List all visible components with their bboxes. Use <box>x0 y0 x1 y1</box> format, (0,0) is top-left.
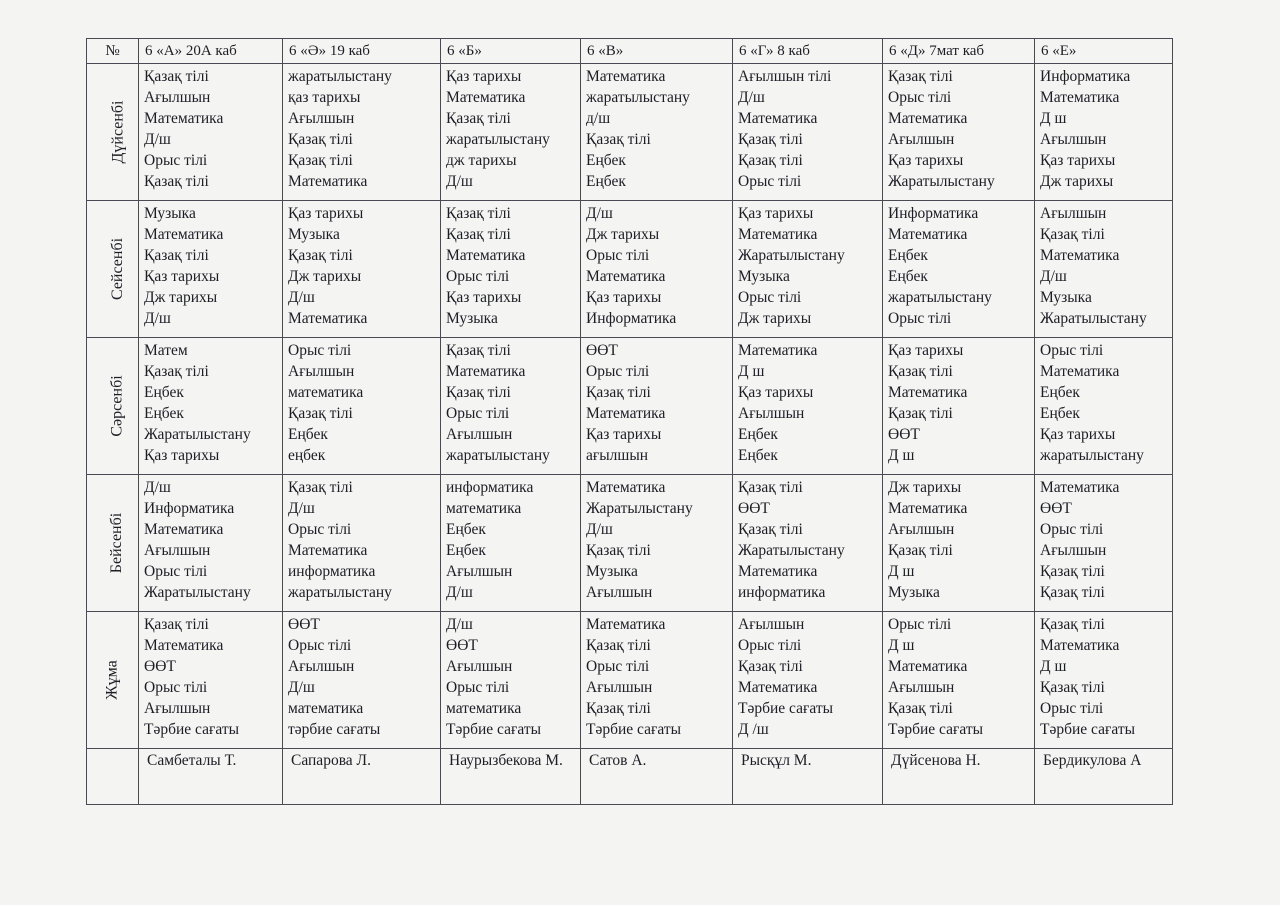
lesson-item: ӨӨТ <box>738 500 770 517</box>
day-cell <box>87 64 139 201</box>
lesson-item: Орыс тілі <box>446 268 510 285</box>
day-row <box>87 612 1173 749</box>
lesson-item: Ағылшын <box>446 426 513 443</box>
lesson-item: Жаратылыстану <box>586 500 693 517</box>
day-cell <box>87 201 139 338</box>
lesson-cell <box>283 64 441 201</box>
lesson-item: Ағылшын <box>738 616 805 633</box>
lesson-item: Қазақ тілі <box>288 152 353 169</box>
lesson-item: Математика <box>1040 247 1120 264</box>
lesson-cell <box>441 612 581 749</box>
lesson-item: Матем <box>144 342 188 359</box>
lesson-item: Орыс тілі <box>888 616 952 633</box>
schedule-table <box>86 38 1173 805</box>
lesson-item: Қазақ тілі <box>1040 616 1105 633</box>
lesson-item: Орыс тілі <box>738 173 802 190</box>
lesson-item: Қазақ тілі <box>888 542 953 559</box>
class-header: 6 «Б» <box>441 39 581 64</box>
lesson-cell <box>581 338 733 475</box>
lesson-item: Еңбек <box>144 405 184 422</box>
lesson-item: Ағылшын <box>446 658 513 675</box>
lesson-item: Дж тарихы <box>738 310 812 327</box>
lesson-item: Қазақ тілі <box>888 700 953 717</box>
lesson-cell <box>441 475 581 612</box>
lesson-item: Математика <box>738 110 818 127</box>
lesson-item: Музыка <box>888 584 940 601</box>
teacher-name: Сатов А. <box>589 752 647 769</box>
lesson-cell <box>139 64 283 201</box>
lesson-item: еңбек <box>288 447 326 464</box>
lesson-item: Математика <box>888 110 968 127</box>
lesson-item: Математика <box>586 616 666 633</box>
teacher-name: Наурызбекова М. <box>449 752 563 769</box>
lesson-item: Еңбек <box>288 426 328 443</box>
day-name: Бейсенбі <box>108 512 126 574</box>
lesson-cell <box>883 475 1035 612</box>
lesson-item: Математика <box>144 226 224 243</box>
lesson-cell <box>1035 475 1173 612</box>
teacher-cell <box>733 749 883 805</box>
teacher-name: Рысқұл М. <box>741 752 812 769</box>
lesson-item: Математика <box>1040 637 1120 654</box>
lesson-item: Қазақ тілі <box>288 405 353 422</box>
lesson-item: Ағылшын тілі <box>738 68 832 85</box>
day-cell <box>87 475 139 612</box>
lesson-item: Қаз тарихы <box>1040 152 1116 169</box>
teacher-row <box>87 749 1173 805</box>
lesson-cell <box>883 338 1035 475</box>
lesson-cell <box>883 201 1035 338</box>
lesson-item: Информатика <box>586 310 677 327</box>
lesson-item: Қаз тарихы <box>888 152 964 169</box>
day-row <box>87 201 1173 338</box>
number-header: № <box>87 39 139 64</box>
lesson-item: Музыка <box>586 563 638 580</box>
teacher-cell <box>283 749 441 805</box>
lesson-item: Математика <box>888 658 968 675</box>
lesson-item: Еңбек <box>1040 405 1080 422</box>
lesson-item: Математика <box>288 173 368 190</box>
lesson-item: Орыс тілі <box>586 658 650 675</box>
teacher-cell <box>441 749 581 805</box>
teacher-name: Самбеталы Т. <box>147 752 237 769</box>
lesson-item: Жаратылыстану <box>1040 310 1147 327</box>
lesson-item: Қазақ тілі <box>888 363 953 380</box>
lesson-item: Қаз тарихы <box>738 384 814 401</box>
lesson-item: Д/ш <box>1040 268 1067 285</box>
lesson-item: Дж тарихы <box>586 226 660 243</box>
lesson-cell <box>581 475 733 612</box>
lesson-item: Қазақ тілі <box>586 542 651 559</box>
class-header: 6 «Г» 8 каб <box>733 39 883 64</box>
lesson-item: Математика <box>888 500 968 517</box>
lesson-item: Ағылшын <box>1040 542 1107 559</box>
day-cell <box>87 338 139 475</box>
lesson-item: Қаз тарихы <box>144 268 220 285</box>
lesson-item: Информатика <box>144 500 235 517</box>
lesson-item: Қазақ тілі <box>586 384 651 401</box>
lesson-item: Еңбек <box>586 173 626 190</box>
lesson-item: ӨӨТ <box>1040 500 1072 517</box>
lesson-cell <box>441 64 581 201</box>
lesson-cell <box>283 475 441 612</box>
lesson-item: Математика <box>738 679 818 696</box>
lesson-item: Қазақ тілі <box>1040 226 1105 243</box>
lesson-item: Қазақ тілі <box>586 700 651 717</box>
lesson-item: Қазақ тілі <box>586 131 651 148</box>
lesson-item: Математика <box>738 342 818 359</box>
lesson-item: Қазақ тілі <box>288 479 353 496</box>
lesson-item: Математика <box>1040 479 1120 496</box>
lesson-item: Д ш <box>738 363 765 380</box>
lesson-item: Орыс тілі <box>144 679 208 696</box>
lesson-item: Еңбек <box>446 521 486 538</box>
lesson-item: Информатика <box>888 205 979 222</box>
lesson-item: Қазақ тілі <box>288 131 353 148</box>
lesson-item: ағылшын <box>586 447 649 464</box>
lesson-item: Жаратылыстану <box>888 173 995 190</box>
teacher-name: Сапарова Л. <box>291 752 371 769</box>
lesson-item: Д/ш <box>446 616 473 633</box>
lesson-item: Еңбек <box>738 426 778 443</box>
teacher-name: Бердикулова А <box>1043 752 1142 769</box>
day-row <box>87 338 1173 475</box>
lesson-item: Жаратылыстану <box>738 247 845 264</box>
lesson-item: Математика <box>144 110 224 127</box>
lesson-item: Орыс тілі <box>738 289 802 306</box>
teacher-name: Дүйсенова Н. <box>891 752 981 769</box>
lesson-item: Математика <box>888 384 968 401</box>
lesson-item: Орыс тілі <box>288 637 352 654</box>
lesson-item: Қазақ тілі <box>738 152 803 169</box>
lesson-item: Ағылшын <box>144 700 211 717</box>
lesson-item: Дж тарихы <box>888 479 962 496</box>
lesson-cell <box>883 612 1035 749</box>
lesson-item: жаратылыстану <box>288 68 392 85</box>
lesson-item: Орыс тілі <box>586 247 650 264</box>
day-name: Сейсенбі <box>109 237 127 301</box>
lesson-item: Орыс тілі <box>446 405 510 422</box>
lesson-item: Математика <box>888 226 968 243</box>
lesson-item: Қазақ тілі <box>446 205 511 222</box>
lesson-item: Қаз тарихы <box>586 426 662 443</box>
lesson-item: Математика <box>1040 89 1120 106</box>
lesson-item: Математика <box>446 363 526 380</box>
class-header: 6 «Е» <box>1035 39 1173 64</box>
lesson-item: Дж тарихы <box>144 289 218 306</box>
lesson-item: Орыс тілі <box>738 637 802 654</box>
lesson-item: Қаз тарихы <box>888 342 964 359</box>
lesson-item: Ағылшын <box>888 521 955 538</box>
lesson-item: Қаз тарихы <box>144 447 220 464</box>
lesson-item: Қазақ тілі <box>888 405 953 422</box>
lesson-item: Еңбек <box>888 268 928 285</box>
lesson-cell <box>441 201 581 338</box>
class-header: 6 «А» 20А каб <box>139 39 283 64</box>
lesson-item: Дж тарихы <box>1040 173 1114 190</box>
class-header: 6 «Ә» 19 каб <box>283 39 441 64</box>
lesson-item: Д ш <box>888 637 915 654</box>
lesson-item: Қазақ тілі <box>144 363 209 380</box>
lesson-item: Математика <box>738 226 818 243</box>
lesson-item: Ағылшын <box>888 131 955 148</box>
lesson-item: информатика <box>446 479 534 496</box>
lesson-item: Тәрбие сағаты <box>888 721 984 738</box>
lesson-item: Қаз тарихы <box>738 205 814 222</box>
lesson-item: Математика <box>288 310 368 327</box>
lesson-cell <box>733 612 883 749</box>
class-header: 6 «В» <box>581 39 733 64</box>
lesson-item: Орыс тілі <box>1040 521 1104 538</box>
lesson-item: Еңбек <box>144 384 184 401</box>
lesson-item: Ағылшын <box>1040 131 1107 148</box>
lesson-item: Орыс тілі <box>144 152 208 169</box>
day-name: Жұма <box>103 660 121 700</box>
lesson-item: жаратылыстану <box>288 584 392 601</box>
lesson-item: Музыка <box>288 226 340 243</box>
lesson-cell <box>283 201 441 338</box>
lesson-item: Д ш <box>1040 110 1067 127</box>
lesson-cell <box>139 338 283 475</box>
lesson-item: Жаратылыстану <box>738 542 845 559</box>
lesson-item: ӨӨТ <box>144 658 176 675</box>
day-row <box>87 475 1173 612</box>
lesson-item: Музыка <box>144 205 196 222</box>
lesson-cell <box>581 612 733 749</box>
lesson-item: Д/ш <box>288 289 315 306</box>
lesson-item: Математика <box>586 268 666 285</box>
lesson-item: Тәрбие сағаты <box>738 700 834 717</box>
lesson-item: Қазақ тілі <box>446 342 511 359</box>
lesson-item: Қазақ тілі <box>586 637 651 654</box>
lesson-item: д/ш <box>586 110 611 127</box>
lesson-item: Еңбек <box>586 152 626 169</box>
lesson-item: Жаратылыстану <box>144 426 251 443</box>
lesson-cell <box>1035 201 1173 338</box>
lesson-item: Д/ш <box>144 131 171 148</box>
lesson-cell <box>139 201 283 338</box>
lesson-item: Жаратылыстану <box>144 584 251 601</box>
lesson-item: Математика <box>144 637 224 654</box>
lesson-item: Еңбек <box>738 447 778 464</box>
lesson-item: дж тарихы <box>446 152 517 169</box>
lesson-item: Орыс тілі <box>446 679 510 696</box>
lesson-item: Орыс тілі <box>288 342 352 359</box>
lesson-item: Қазақ тілі <box>446 110 511 127</box>
lesson-item: Қазақ тілі <box>738 521 803 538</box>
lesson-item: Математика <box>586 68 666 85</box>
lesson-item: Қазақ тілі <box>1040 679 1105 696</box>
lesson-item: Қаз тарихы <box>288 205 364 222</box>
empty-cell <box>87 749 139 805</box>
lesson-item: Д ш <box>1040 658 1067 675</box>
lesson-item: Қаз тарихы <box>446 68 522 85</box>
lesson-item: Математика <box>446 89 526 106</box>
lesson-item: Қазақ тілі <box>738 658 803 675</box>
lesson-item: Математика <box>738 563 818 580</box>
lesson-item: Орыс тілі <box>1040 342 1104 359</box>
lesson-item: информатика <box>738 584 826 601</box>
lesson-item: Д/ш <box>446 584 473 601</box>
lesson-item: Математика <box>446 247 526 264</box>
teacher-cell <box>581 749 733 805</box>
teacher-cell <box>139 749 283 805</box>
lesson-cell <box>1035 338 1173 475</box>
lesson-item: Музыка <box>738 268 790 285</box>
lesson-item: ӨӨТ <box>288 616 320 633</box>
lesson-item: Ағылшын <box>1040 205 1107 222</box>
lesson-item: ӨӨТ <box>888 426 920 443</box>
day-row <box>87 64 1173 201</box>
lesson-item: Д/ш <box>586 521 613 538</box>
lesson-item: Д/ш <box>144 310 171 327</box>
lesson-item: Еңбек <box>1040 384 1080 401</box>
lesson-item: Ағылшын <box>144 89 211 106</box>
day-cell <box>87 612 139 749</box>
lesson-cell <box>733 201 883 338</box>
lesson-item: ӨӨТ <box>446 637 478 654</box>
lesson-item: Математика <box>586 405 666 422</box>
lesson-item: қаз тарихы <box>288 89 361 106</box>
lesson-item: Қазақ тілі <box>446 226 511 243</box>
lesson-item: Орыс тілі <box>888 310 952 327</box>
lesson-cell <box>733 64 883 201</box>
lesson-item: Дж тарихы <box>288 268 362 285</box>
lesson-cell <box>1035 612 1173 749</box>
lesson-item: Ағылшын <box>586 584 653 601</box>
lesson-item: Қазақ тілі <box>144 247 209 264</box>
lesson-item: Музыка <box>1040 289 1092 306</box>
lesson-item: жаратылыстану <box>586 89 690 106</box>
lesson-item: Д ш <box>888 447 915 464</box>
lesson-item: Қазақ тілі <box>738 479 803 496</box>
lesson-item: Қазақ тілі <box>446 384 511 401</box>
lesson-cell <box>883 64 1035 201</box>
lesson-item: Қазақ тілі <box>144 173 209 190</box>
lesson-item: Еңбек <box>888 247 928 264</box>
lesson-item: Ағылшын <box>738 405 805 422</box>
lesson-item: Қазақ тілі <box>144 616 209 633</box>
header-row <box>87 39 1173 64</box>
lesson-item: Д/ш <box>738 89 765 106</box>
lesson-item: Қазақ тілі <box>144 68 209 85</box>
lesson-item: математика <box>288 384 364 401</box>
teacher-cell <box>1035 749 1173 805</box>
lesson-item: Математика <box>144 521 224 538</box>
lesson-item: математика <box>446 700 522 717</box>
lesson-item: Математика <box>1040 363 1120 380</box>
lesson-item: Еңбек <box>446 542 486 559</box>
lesson-item: математика <box>446 500 522 517</box>
lesson-item: Ағылшын <box>586 679 653 696</box>
lesson-item: Қазақ тілі <box>888 68 953 85</box>
lesson-cell <box>139 612 283 749</box>
lesson-item: Д/ш <box>586 205 613 222</box>
lesson-item: жаратылыстану <box>446 447 550 464</box>
lesson-item: Математика <box>586 479 666 496</box>
lesson-item: Қаз тарихы <box>446 289 522 306</box>
lesson-item: Тәрбие сағаты <box>586 721 682 738</box>
lesson-cell <box>733 338 883 475</box>
lesson-item: Д/ш <box>446 173 473 190</box>
lesson-item: Д/ш <box>288 500 315 517</box>
lesson-item: Қазақ тілі <box>1040 563 1105 580</box>
lesson-item: Қазақ тілі <box>738 131 803 148</box>
lesson-item: Музыка <box>446 310 498 327</box>
lesson-cell <box>139 475 283 612</box>
lesson-item: Ағылшын <box>288 658 355 675</box>
lesson-item: Ағылшын <box>888 679 955 696</box>
lesson-item: Д ш <box>888 563 915 580</box>
lesson-cell <box>283 338 441 475</box>
lesson-item: Қазақ тілі <box>288 247 353 264</box>
lesson-item: ӨӨТ <box>586 342 618 359</box>
lesson-item: Орыс тілі <box>144 563 208 580</box>
lesson-item: Орыс тілі <box>586 363 650 380</box>
lesson-item: тәрбие сағаты <box>288 721 381 738</box>
lesson-item: Ағылшын <box>446 563 513 580</box>
lesson-item: Ағылшын <box>288 363 355 380</box>
lesson-item: Қазақ тілі <box>1040 584 1105 601</box>
class-header: 6 «Д» 7мат каб <box>883 39 1035 64</box>
teacher-cell <box>883 749 1035 805</box>
lesson-item: жаратылыстану <box>446 131 550 148</box>
lesson-cell <box>733 475 883 612</box>
lesson-cell <box>283 612 441 749</box>
lesson-item: Д/ш <box>144 479 171 496</box>
lesson-cell <box>1035 64 1173 201</box>
lesson-item: жаратылыстану <box>1040 447 1144 464</box>
lesson-item: Қаз тарихы <box>586 289 662 306</box>
lesson-item: Орыс тілі <box>1040 700 1104 717</box>
lesson-item: Қаз тарихы <box>1040 426 1116 443</box>
lesson-item: информатика <box>288 563 376 580</box>
day-name: Сәрсенбі <box>108 375 126 437</box>
lesson-item: Тәрбие сағаты <box>1040 721 1136 738</box>
lesson-item: Тәрбие сағаты <box>446 721 542 738</box>
lesson-item: жаратылыстану <box>888 289 992 306</box>
lesson-cell <box>441 338 581 475</box>
lesson-item: Тәрбие сағаты <box>144 721 240 738</box>
lesson-item: Ағылшын <box>288 110 355 127</box>
lesson-item: Математика <box>288 542 368 559</box>
lesson-item: Орыс тілі <box>288 521 352 538</box>
lesson-item: Орыс тілі <box>888 89 952 106</box>
lesson-item: Информатика <box>1040 68 1131 85</box>
day-name: Дүйсенбі <box>109 100 127 164</box>
lesson-item: Д /ш <box>738 721 769 738</box>
lesson-item: математика <box>288 700 364 717</box>
lesson-item: Ағылшын <box>144 542 211 559</box>
lesson-cell <box>581 201 733 338</box>
lesson-cell <box>581 64 733 201</box>
lesson-item: Д/ш <box>288 679 315 696</box>
